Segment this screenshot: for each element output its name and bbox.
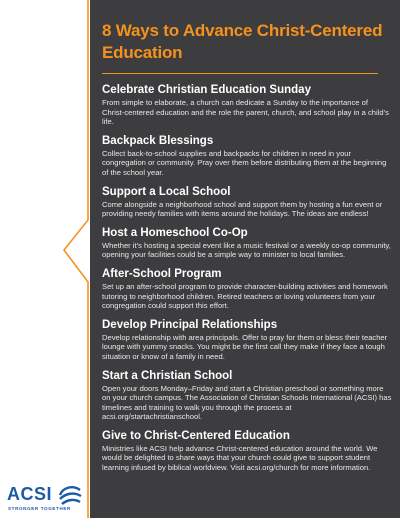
list-item: [102, 370, 392, 422]
globe-mark-icon: [57, 484, 83, 506]
list-item: [102, 268, 392, 311]
list-item: [102, 430, 392, 473]
section-heading: Support a Local School: [102, 185, 231, 198]
list-item: [102, 186, 392, 219]
list-item: [102, 135, 392, 178]
section-body: Set up an after-school program to provide character-building activities and homework tutoring to neighborhood children. Retired teachers or loving volunteers from your congregation could support this effort.: [102, 281, 388, 311]
section-body: Whether it’s hosting a special event like a music festival or a weekly co-op community, opening your facilities could be a simple way to minister to local families.: [102, 240, 391, 260]
title-divider: [102, 73, 378, 74]
section-body: Come alongside a neighborhood school and support them by hosting a fun event or providing needy families with items around the holidays. The ideas are endless!: [102, 199, 383, 219]
section-heading: Develop Principal Relationships: [102, 318, 278, 331]
section-body: Open your doors Monday–Friday and start a Christian preschool or something more on your church campus. The Association of Christian Schools International (ACSI) has timelines and training to walk you through the process at acsi.org/startachristianschool.: [102, 383, 392, 422]
page-title: 8 Ways to Advance Christ-Centered Education: [102, 21, 383, 62]
section-heading: Give to Christ-Centered Education: [102, 429, 290, 442]
section-body: Collect back-to-school supplies and backpacks for children in need in your congregation or community. Pray over them before distributing them at the beginning of the school year.: [102, 148, 387, 177]
list-item: [102, 227, 392, 260]
section-heading: Start a Christian School: [102, 369, 233, 382]
ways-list: [102, 84, 392, 481]
list-item: [102, 84, 392, 127]
section-heading: After-School Program: [102, 267, 222, 280]
section-heading: Host a Homeschool Co-Op: [102, 226, 248, 239]
logo-tagline: STRONGER TOGETHER: [8, 506, 71, 511]
list-item: [102, 319, 392, 362]
orange-accent-line: [0, 0, 100, 518]
section-body: Develop relationship with area principals. Offer to pray for them or bless their teacher lounge with yummy snacks. You might be the first call they make if they face a tough situation or know of a family in need.: [102, 332, 388, 361]
logo-wordmark: ACSI: [7, 484, 53, 504]
acsi-logo: [7, 484, 87, 514]
section-heading: Backpack Blessings: [102, 134, 214, 147]
section-heading: Celebrate Christian Education Sunday: [102, 84, 311, 96]
section-body: From simple to elaborate, a church can dedicate a Sunday to the importance of Christ-centered education and the role the parent, church, and school play in a child’s life.: [102, 98, 389, 127]
section-body: Ministries like ACSI help advance Christ-centered education around the world. We would be delighted to share ways that your church could give to support student learning infused by biblical worldview. Visit acsi.org/church for more information.: [102, 443, 378, 473]
